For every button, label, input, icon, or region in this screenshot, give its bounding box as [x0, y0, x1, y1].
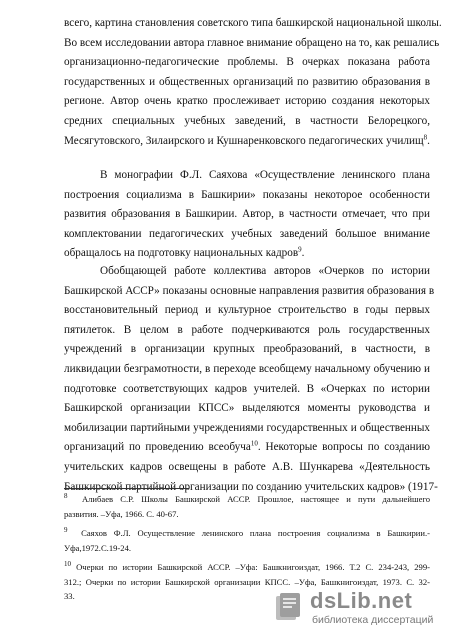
footnote-mark: 8	[64, 492, 68, 501]
paragraph-3	[64, 262, 438, 497]
text-segment: организаций по проведению всеобуча	[64, 441, 251, 454]
text-line: регионе. Автор очень кратко прослеживает историю создания некоторых	[64, 95, 430, 108]
watermark-brand: dsLib.net	[310, 588, 413, 613]
footnote-8	[64, 492, 430, 521]
footnote-ref-10[interactable]: 10	[250, 439, 258, 448]
text-segment: Месягутовского, Зилаирского и Кушнаренковского педагогических училищ	[64, 134, 424, 147]
text-line: пятилеток. В целом в работе подчеркиваются роль государственных	[64, 323, 430, 336]
text-line: организационно-педагогические проблемы. В очерках показана работа	[64, 56, 430, 69]
footnote-mark: 10	[64, 560, 71, 569]
text-segment: обращалось на подготовку национальных кадров	[64, 247, 299, 260]
watermark-subtitle: библиотека диссертаций	[312, 614, 434, 626]
text-line	[64, 438, 430, 458]
footnote-line	[64, 526, 430, 541]
footnote-line: 33.	[64, 591, 75, 602]
text-line: государственных и общественных организаций по развитию образования в	[64, 75, 430, 88]
footnote-ref-9[interactable]: 9	[298, 245, 302, 254]
text-line: В монографии Ф.Л. Саяхова «Осуществление ленинского плана	[100, 169, 430, 181]
footnote-ref-8[interactable]: 8	[423, 132, 428, 141]
footnote-line: развития. –Уфа, 1966. С. 40-67.	[64, 508, 179, 519]
footnote-text: Саяхов Ф.Л. Осуществление ленинского плана построения социализма в Башкирии.-	[81, 528, 430, 538]
book-logo-icon	[272, 590, 306, 624]
text-line: восстановительный период и культурное строительство в годы первых	[64, 304, 430, 317]
text-line: Башкирской партийной организации по созданию учительских кадров» (1917-	[64, 480, 438, 493]
footnote-text: Очерки по истории Башкирской АССР. –Уфа: Башкнигоиздат, 1966. Т.2 С. 234-243, 299-	[76, 562, 430, 572]
text-line: построения социализма в Башкирии» показаны некоторое особенности	[64, 188, 430, 201]
text-segment: . Некоторые вопросы по созданию	[257, 441, 431, 454]
text-line: учительских кадров освещены в работе А.В. Шункарева «Деятельность	[64, 460, 430, 473]
text-line: развития образования в Башкирии. Автор, в частности отмечает, что при	[64, 208, 430, 221]
text-segment: .	[427, 134, 430, 147]
footnote-mark: 9	[64, 526, 68, 535]
text-line: учреждений в организации крупных преобразований, в частности, в	[64, 343, 430, 356]
text-line: Обобщающей работе коллектива авторов «Очерков по истории	[100, 265, 430, 277]
text-line: подготовке соответствующих кадров учителей. В «Очерках по истории	[64, 382, 430, 395]
footnote-divider	[64, 488, 189, 489]
text-line: комплектовании педагогических учебных заведений большое внимание	[64, 227, 430, 240]
text-line: средних специальных учебных заведений, в частности Белорецкого,	[64, 114, 430, 127]
text-line	[64, 132, 430, 152]
text-line: Башкирской организации КПСС» выделяются моменты руководства и	[64, 402, 430, 415]
text-segment: .	[301, 247, 305, 260]
text-line: ликвидации безграмотности, в переходе всеобщему начальному обучению и	[64, 362, 430, 375]
paragraph-2	[64, 166, 430, 264]
text-line: мобилизации партийными учреждениями государственных и общественных	[64, 421, 430, 434]
text-line: всего, картина становления советского типа башкирской национальной школы.	[64, 17, 442, 29]
footnote-line: 312.; Очерки по истории Башкирской организации КПСС. –Уфа, Башкнигоиздат, 1973. С. 32-	[64, 576, 430, 587]
footnote-line	[64, 492, 430, 507]
paragraph-1	[64, 14, 442, 151]
text-line: Башкирской АССР» показаны основные направления развития образования в	[64, 284, 435, 297]
footnote-line: Уфа,1972.С.19-24.	[64, 542, 132, 553]
dslib-watermark[interactable]	[272, 590, 442, 630]
footnote-9	[64, 526, 430, 555]
footnote-line	[64, 560, 430, 575]
text-line: Во всем исследовании автора главное внимание обращено на то, как решались	[64, 36, 440, 49]
footnote-text: Алибаев С.Р. Школы Башкирской АССР. Прошлое, настоящее и пути дальнейшего	[81, 494, 431, 504]
